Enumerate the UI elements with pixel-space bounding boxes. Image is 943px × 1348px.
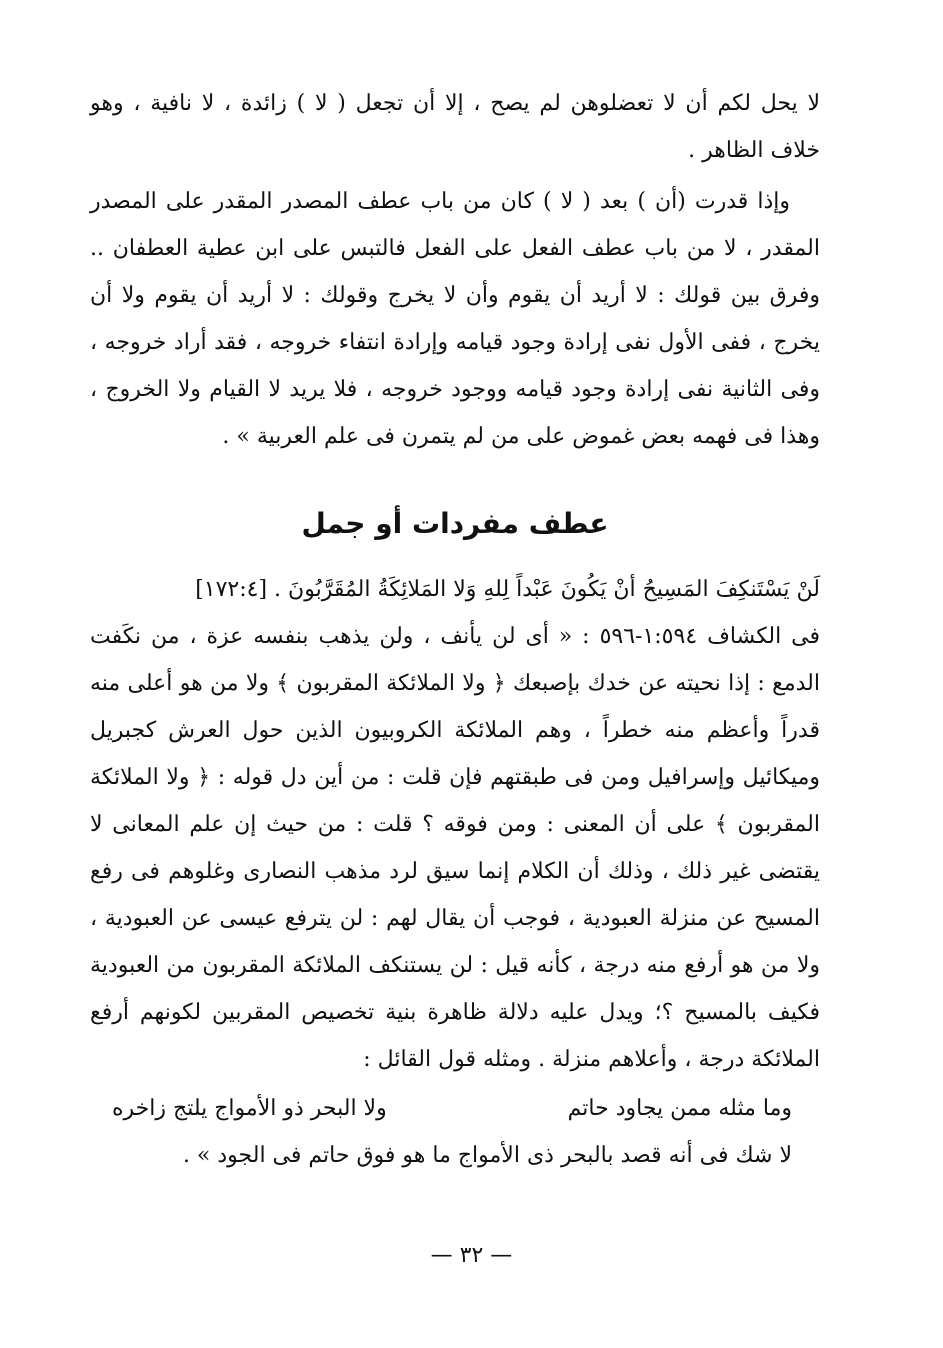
paragraph-4: لا شك فى أنه قصد بالبحر ذى الأمواج ما هو فوق حاتم فى الجود » .	[182, 1143, 792, 1168]
paragraph-3: فى الكشاف ١:٥٩٤-٥٩٦ : « أى لن يأنف ، ولن يذهب بنفسه عزة ، من نكَفت الدمع : إذا نحيته عن خدك بإصبعك ﴿ ولا الملائكة المقربون ﴾ ولا من هو أعلى منه قدراً وأعظم منه خطراً ، وهم الملائكة الكروبيون الذين حول العرش كجبريل وميكائيل وإسرافيل ومن فى طبقتهم فإن قلت : من أين دل قوله : ﴿ ولا الملائكة المقربون ﴾ على أن المعنى : ومن فوقه ؟ قلت : من حيث إن علم المعانى لا يقتضى غير ذلك ، وذلك أن الكلام إنما سيق لرد مذهب النصارى وغلوهم فى رفع المسيح عن منزلة العبودية ، فوجب أن يقال لهم : لن يترفع عيسى عن العبودية ، ولا من هو أرفع منه درجة ، كأنه قيل : لن يستنكف الملائكة المقربون من العبودية فكيف بالمسيح ؟؛ ويدل عليه دلالة ظاهرة بنية تخصيص المقربين لكونهم أرفع الملائكة درجة ، وأعلاهم منزلة . ومثله قول القائل :	[90, 624, 820, 1072]
poem-hemistich-2: ولا البحر ذو الأمواج يلتج زاخره	[112, 1096, 387, 1121]
page-number: — ٣٢ —	[430, 1243, 513, 1268]
poem-hemistich-1: وما مثله ممن يجاود حاتم	[567, 1096, 792, 1121]
section-heading: عطف مفردات أو جمل	[301, 507, 609, 540]
paragraph-2: وإذا قدرت (أن ) بعد ( لا ) كان من باب عطف المصدر المقدر على المصدر المقدر ، لا من باب عطف الفعل على الفعل فالتبس على ابن عطية العطفان .. وفرق بين قولك : لا أريد أن يقوم وأن لا يخرج وقولك : لا أريد أن يقوم ولا أن يخرج ، ففى الأول نفى إرادة وجود قيامه وإرادة انتفاء خروجه ، فقد أراد خروجه ، وفى الثانية نفى إرادة وجود قيامه ووجود خروجه ، فلا يريد لا القيام ولا الخروج ، وهذا فى فهمه بعض غموض على من لم يتمرن فى علم العربية » .	[90, 189, 820, 449]
quran-verse: لَنْ يَسْتَنكِفَ المَسِيحُ أنْ يَكُونَ عَبْداً لِلهِ وَلا المَلائِكَةُ المُقَرَّبُونَ . [١٧٢:٤]	[195, 577, 820, 602]
poem-line	[90, 1085, 820, 1132]
page-body	[90, 80, 820, 1179]
paragraph-1: لا يحل لكم أن لا تعضلوهن لم يصح ، إلا أن تجعل ( لا ) زائدة ، لا نافية ، وهو خلاف الظاهر .	[90, 91, 820, 163]
